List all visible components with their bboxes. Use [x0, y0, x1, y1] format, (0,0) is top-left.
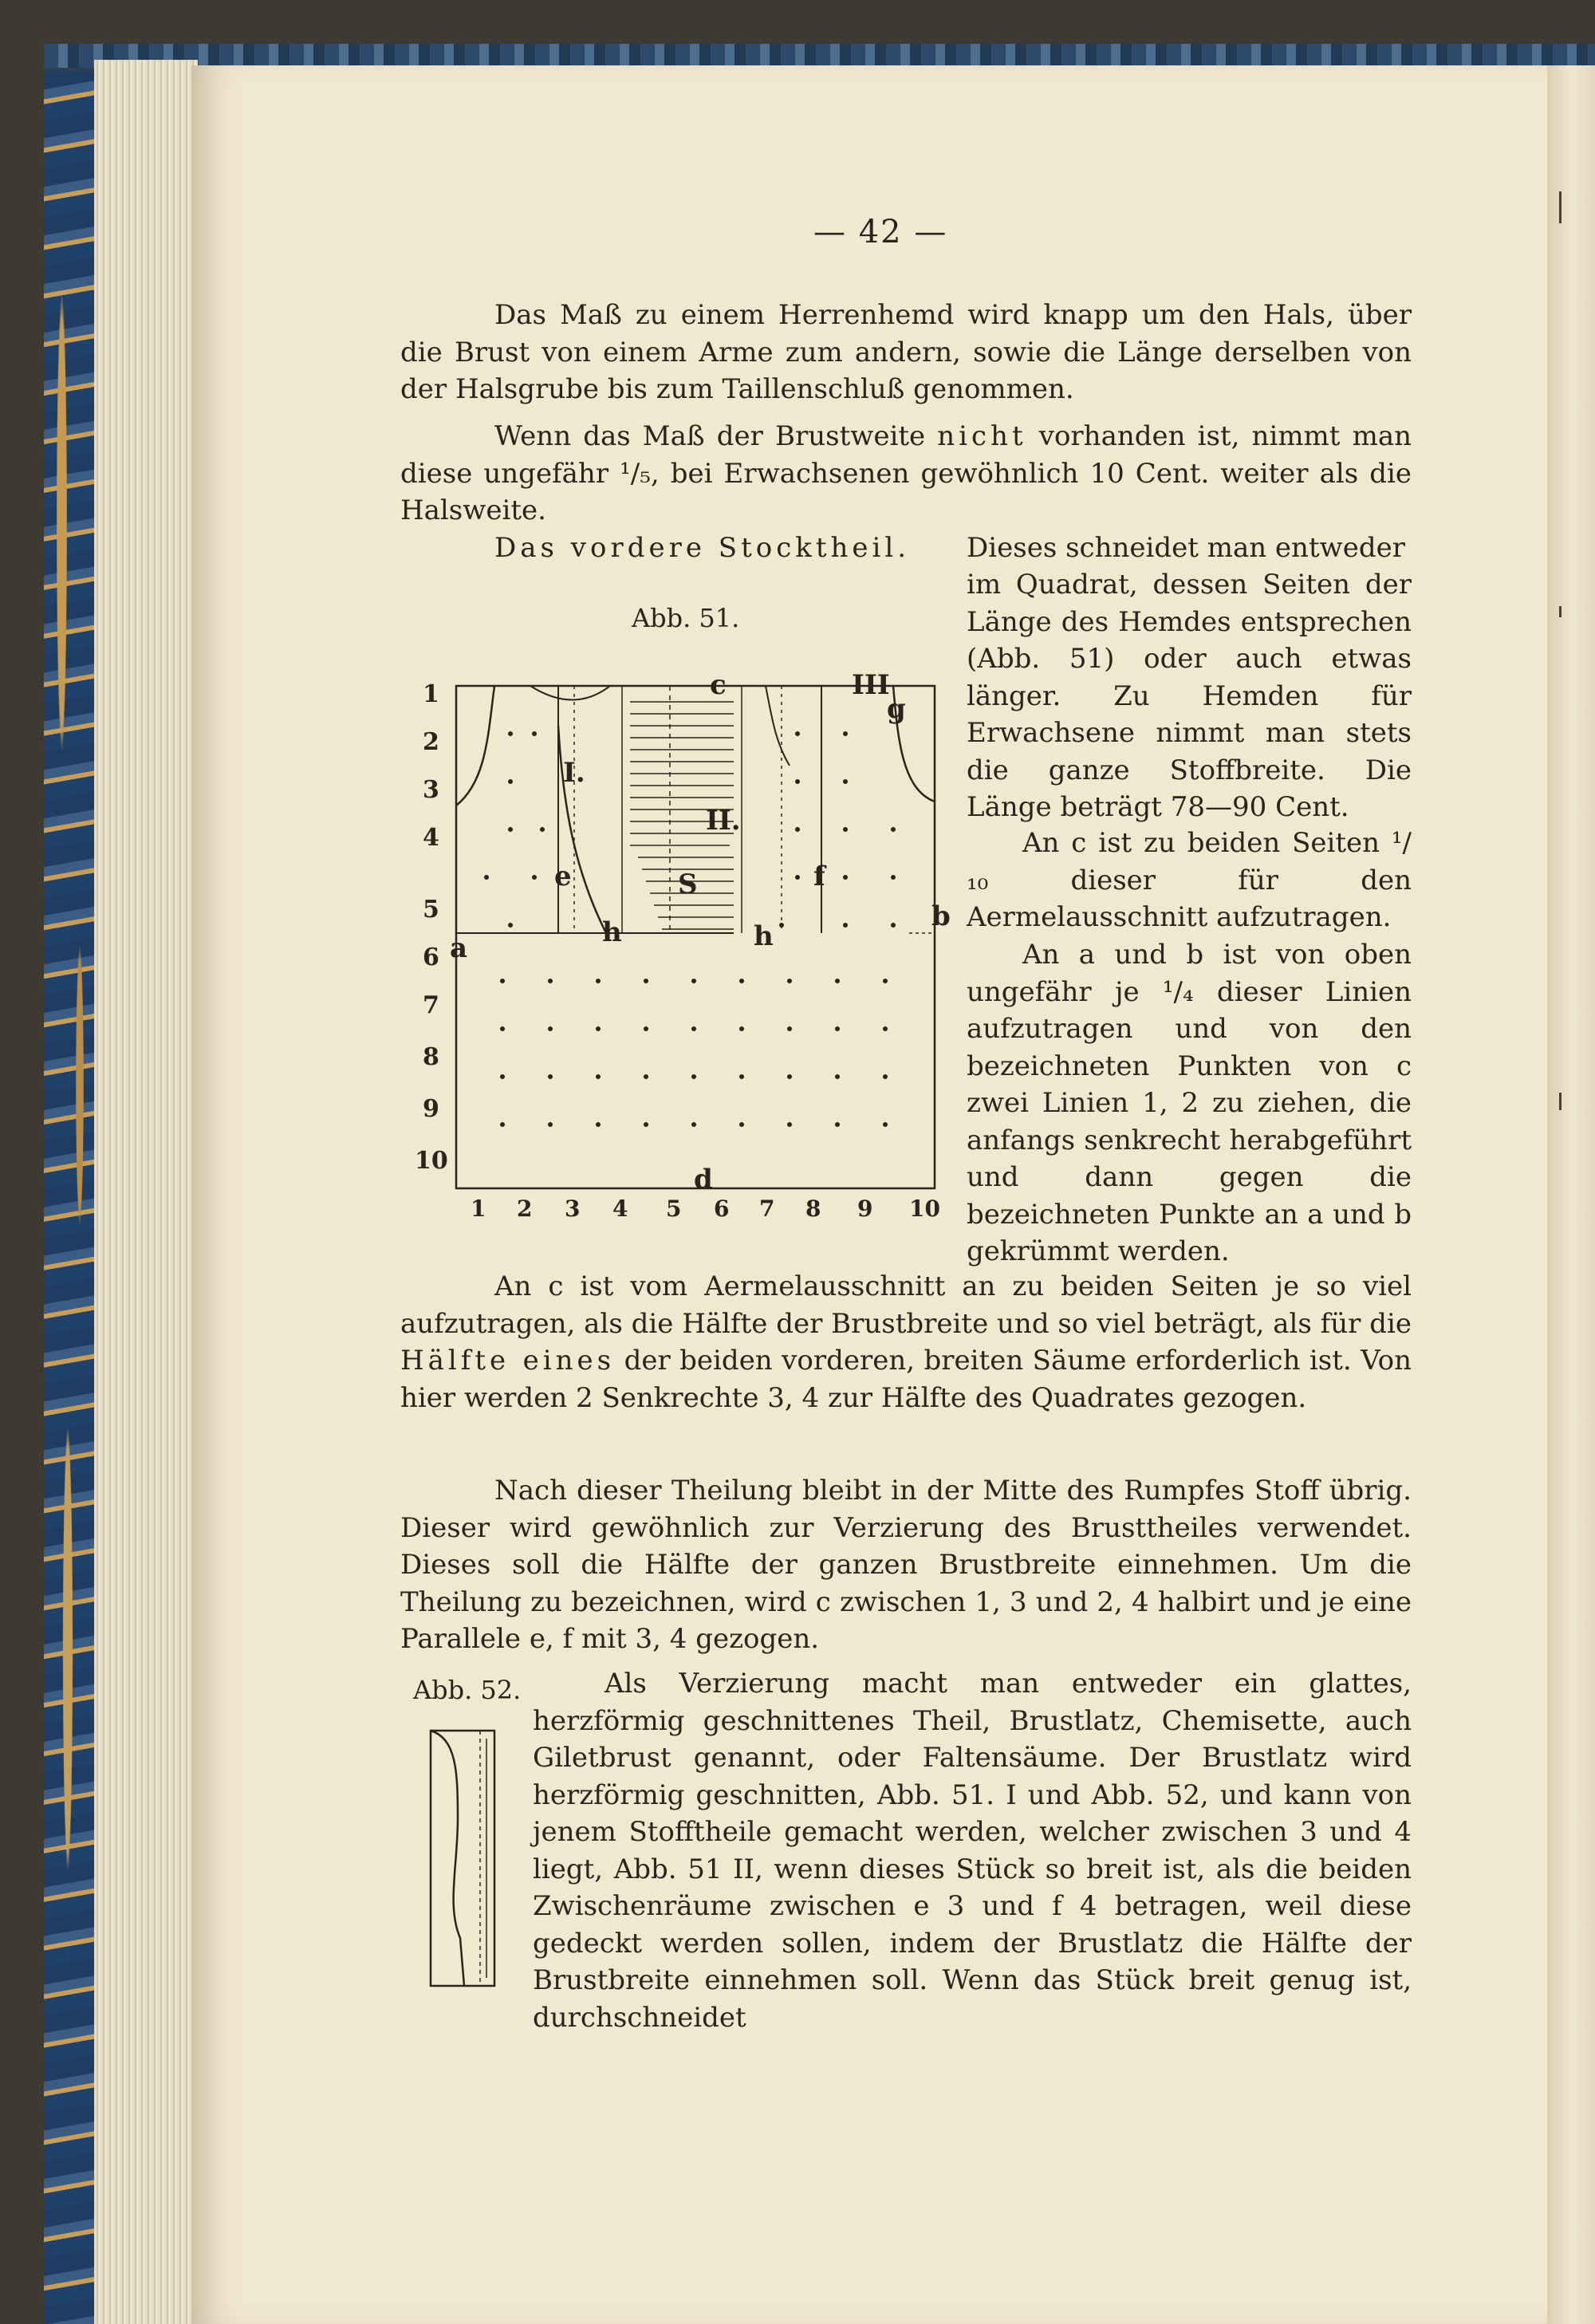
paragraph-ornament: Als Verzierung macht man entweder ein glattes, herzförmig geschnittenes Theil, Brustlatz, Chemisette, auch Giletbrust genannt, oder Faltensäume. Der Brustlatz wird herzförmig geschnitten, Abb. 51. I und Abb. 52, und kann von jenem Stofftheile gemacht werden, welcher zwischen 3 und 4 liegt, Abb. 51 II, wenn dieses Stück so breit ist, als die beiden Zwischenräume zwischen e 3 und f 4 betragen, weil diese gedeckt werden sollen, indem der Brustlatz die Hälfte der Brustbreite einnehmen soll. Wenn das Stück breit genug ist, durchschneidet	[533, 1668, 1412, 2034]
left-scale-number: 5	[423, 896, 439, 924]
label-II: II.	[706, 805, 741, 837]
label-c: c	[710, 669, 727, 701]
paragraph-sleeve-cut: An c ist zu beiden Seiten ¹/₁₀ dieser für den Aermelausschnitt aufzutragen.	[967, 827, 1412, 933]
bottom-scale-number: 5	[666, 1195, 682, 1222]
label-b: b	[931, 900, 951, 932]
left-scale-number: 4	[423, 824, 439, 852]
bottom-scale-number: 1	[471, 1195, 486, 1222]
left-scale-number: 2	[423, 728, 439, 756]
side-text-first-line: Dieses schneidet man entweder	[967, 532, 1405, 564]
paragraph-square-cut: im Quadrat, dessen Seiten der Länge des Hemdes entsprechen (Abb. 51) oder auch etwas länger. Zu Hemden für Erwachsene nimmt man stets die ganze Stoffbreite. Die Länge beträgt 78—90 Cent.	[967, 569, 1412, 823]
text-run: Wenn das Maß der Brustweite	[494, 420, 926, 452]
section-heading: Das vordere Stocktheil.	[494, 532, 911, 564]
left-scale-number: 9	[423, 1095, 439, 1123]
label-S: S	[678, 869, 698, 900]
left-scale-number: 7	[423, 991, 439, 1019]
bottom-scale-number: 4	[612, 1195, 628, 1222]
paragraph-points-ab: An a und b ist von oben ungefähr je ¹/₄ dieser Linien aufzutragen und von den bezeichneten Punkten von c zwei Linien 1, 2 zu ziehen, die anfangs senkrecht herabgeführt und dann gegen die bezeichneten Punkte an a und b gekrümmt werden.	[967, 939, 1412, 1267]
label-d: d	[694, 1164, 713, 1195]
page-number: — 42 —	[813, 214, 948, 250]
bottom-scale-number: 8	[805, 1195, 821, 1222]
left-scale-number: 6	[423, 943, 439, 971]
bib-curve	[431, 1731, 464, 1986]
left-scale-number: 1	[423, 680, 439, 708]
bottom-scale-number: 10	[909, 1195, 940, 1222]
label-g: g	[887, 693, 906, 725]
paragraph-measure: Das Maß zu einem Herrenhemd wird knapp um den Hals, über die Brust von einem Arme zum andern, sowie die Länge derselben von der Halsgrube bis zum Taillenschluß genommen.	[400, 299, 1412, 405]
label-e: e	[554, 861, 572, 892]
left-scale-number: 8	[423, 1043, 439, 1071]
bottom-scale-number: 9	[857, 1195, 873, 1222]
bottom-scale-number: 2	[517, 1195, 533, 1222]
label-h-right: h	[754, 920, 774, 952]
text-run: vorhanden ist, nimmt man diese ungefähr ¹/₅, bei Erwachsenen gewöhnlich 10 Cent. weiter als die Halsweite.	[400, 420, 1412, 526]
label-I: I.	[563, 757, 585, 789]
left-scale-number: 3	[423, 776, 439, 804]
bib-outline-frame	[431, 1731, 494, 1986]
label-III: III	[852, 669, 890, 701]
figure-52-diagram	[424, 1723, 504, 1994]
bottom-scale-number: 6	[714, 1195, 730, 1222]
paragraph-chest-width	[400, 418, 1412, 530]
text-run: An c ist vom Aermelausschnitt an zu beiden Seiten je so viel aufzutragen, als die Hälfte der Brustbreite und so viel beträgt, als für die	[400, 1270, 1412, 1340]
figure-caption-52: Abb. 52.	[413, 1675, 522, 1705]
paragraph-breast-width	[400, 1268, 1412, 1416]
figure-51-diagram	[415, 669, 951, 1222]
text-run: der beiden vorderen, breiten Säume erforderlich ist. Von hier werden 2 Senkrechte 3, 4 zur Hälfte des Quadrates gezogen.	[400, 1345, 1412, 1414]
bottom-scale-number: 3	[565, 1195, 581, 1222]
label-f: f	[813, 861, 825, 892]
bottom-scale-number: 7	[759, 1195, 775, 1222]
left-scale-number: 10	[415, 1147, 448, 1175]
armhole-left-curve	[456, 686, 494, 806]
label-a: a	[450, 932, 468, 964]
emphasized-text: Hälfte eines	[400, 1345, 616, 1377]
figure-caption-51: Abb. 51.	[632, 603, 740, 633]
paragraph-division: Nach dieser Theilung bleibt in der Mitte des Rumpfes Stoff übrig. Dieser wird gewöhnlich zur Verzierung des Brusttheiles verwendet. Dieses soll die Hälfte der ganzen Brustbreite einnehmen. Um die Theilung zu bezeichnen, wird c zwischen 1, 3 und 2, 4 halbirt und je eine Parallele e, f mit 3, 4 gezogen.	[400, 1475, 1412, 1655]
label-h-left: h	[602, 916, 622, 948]
emphasized-text: nicht	[937, 420, 1027, 452]
